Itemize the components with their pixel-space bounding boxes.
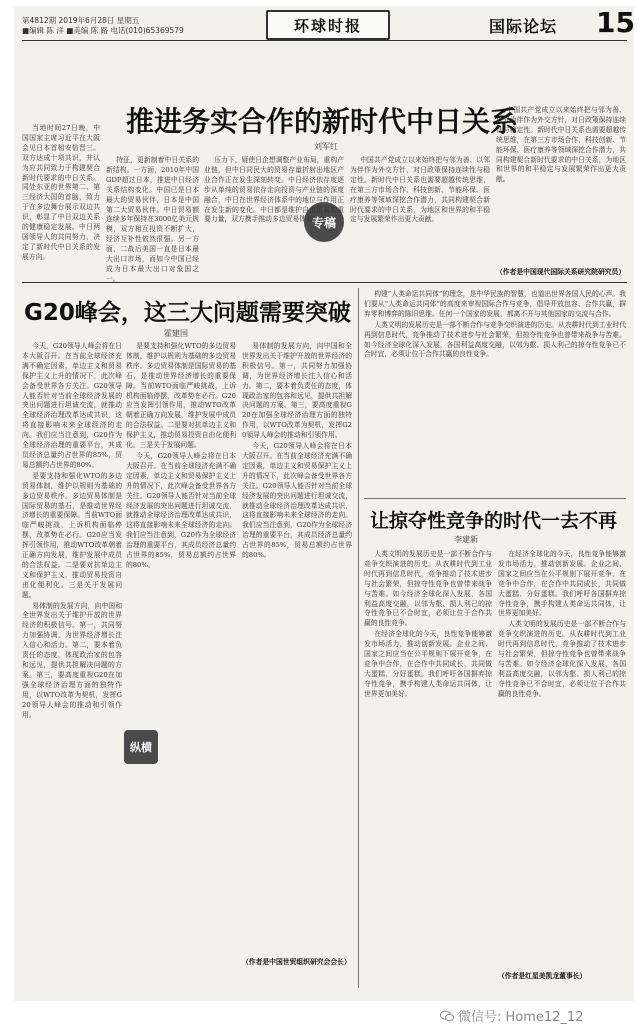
- article1-column-5: [496, 106, 626, 266]
- article3-column-2: [498, 550, 626, 970]
- issue-line: 第4812期 2019年6月28日 星期五: [22, 16, 140, 25]
- wechat-watermark: [440, 1006, 584, 1025]
- article2-tag-badge: 纵横: [124, 730, 158, 764]
- article2-headline: G20峰会，这三大问题需要突破: [24, 300, 351, 326]
- page-number: 15: [596, 6, 635, 39]
- article2-author: 霍建国: [164, 329, 188, 338]
- article2-col3-text: 易体制的发展方向，向中国和全世界发出关于维护开放的世界经济的积极信号。第一，共同努力加强协调，为世界经济增长注入信心和活力。第二，要本着负责任的态度，体现政治家的包容和远见，提供共担解决问题的方案。第三，要高度重视G20在加强全球经济治理方面的独特作用，以WTO改革为契机，发挥G20领导人峰会的推动和引领作用。: [242, 342, 352, 440]
- article1-headline: 推进务实合作的新时代中日关系: [126, 105, 519, 138]
- article1-column-1: [22, 124, 100, 274]
- article1-bottom-rule: [22, 282, 627, 283]
- article3-col2-text: 在经济全球化的今天，良性竞争能够激发市场活力，推动创新发展。企业之间、国家之间应当在公平规则下展开竞争，在竞争中合作，在合作中共同成长，共同做大蛋糕、分好蛋糕。我们呼吁各国摒弃掠夺性竞争，携手构建人类命运共同体，让世界更加美好。: [498, 550, 626, 618]
- masthead-rule: [22, 40, 627, 41]
- newspaper-page: [14, 6, 634, 1001]
- article2-col3-text-b: 今天，G20领导人峰会将在日本大阪召开。在当前全球经济充满不确定因素，单边主义和贸易保护主义上升的情况下，此次峰会备受世界各方关注。G20领导人能否针对当前全球经济发展的突出问题进行坦诚交流，就推动全球经济治理改革达成共识，这将直接影响未来全球经济的走向。我们应当注意到，G20作为全球经济治理的重要平台，其成员经济总量约占世界的85%，贸易总额约占世界的80%。: [242, 442, 352, 560]
- watermark-text: 微信号: Home12_12: [458, 1010, 584, 1025]
- newspaper-logo: 环球时报: [266, 10, 390, 40]
- article2-col2-text-b: 今天，G20领导人峰会将在日本大阪召开。在当前全球经济充满不确定因素，单边主义和贸易保护主义上升的情况下，此次峰会备受世界各方关注。G20领导人能否针对当前全球经济发展的突出问题进行坦诚交流，就推动全球经济治理改革达成共识，这将直接影响未来全球经济的走向。我们应当注意到，G20作为全球经济治理的重要平台，其成员经济总量约占世界的85%，贸易总额约占世界的80%。: [126, 451, 236, 569]
- article3-col1-text-b: 在经济全球化的今天，良性竞争能够激发市场活力，推动创新发展。企业之间、国家之间应当在公平规则下展开竞争，在竞争中合作，在合作中共同成长，共同做大蛋糕、分好蛋糕。我们呼吁各国摒弃掠夺性竞争，携手构建人类命运共同体，让世界更加美好。: [364, 630, 492, 698]
- wechat-icon: [440, 1010, 454, 1022]
- article2-column-3: [242, 342, 352, 956]
- column-divider: [358, 288, 359, 988]
- article1-col1-text: 当地时间27日晚，中国国家主席习近平在大阪会见日本首相安倍晋三。双方达成十项共识，并认为应共同致力于构建契合新时代要求的中日关系。同处东亚的世界第二、第三经济大国的首脑，致力于在多边舞台展示双边共识，彰显了中日双边关系的健康稳定发展。中日两国领导人的共同努力，决定了新时代中日关系的发展方向。: [22, 124, 100, 261]
- editor-line: ■编辑 陈 洋 ■美编 陈 路 电话(010)65369579: [22, 26, 184, 35]
- article2-column-1: [22, 342, 122, 982]
- article1-col3-text: 压力下，疑使日企想调整产业布局，重构产业链，但中日同民大的贸易存量折射出地区产业合作正在发生深刻转变。中日经济依存度逐步从单纯的贸易依存走向投资与产业链的深度融合，中日在世界经济体系中的地位与作用正在发生新的变化。中日都是维护自由贸易的重要力量，双方携手推动多边贸易体制。: [204, 156, 344, 224]
- article1-col4-text: 中国共产党成立以来始终把与邻为善、以邻为伴作为外交方针，对日政策保持连续性与稳定性。新时代中日关系也需要超越传统思维，在第三方市场合作、科技创新、节能环保、医疗康养等领域深挖合作潜力，共同构建契合新时代要求的中日关系，为地区和世界的和平稳定与发展繁荣作出更大贡献。: [350, 156, 490, 224]
- article3-col2-text-b: 人类文明的发展历史是一部不断合作与竞争交织演进的历史。从农耕时代到工业时代再到信息时代，竞争推动了技术进步与社会繁荣，但掠夺性竞争也曾带来战争与苦难。如今经济全球化深入发展，各国利益高度交融，以邻为壑、损人利己的掠夺性竞争已不合时宜，必须让位于合作共赢的良性竞争。: [498, 620, 626, 698]
- article2-col2-text: 是要支持和强化WTO的多边贸易体制，维护以规则为基础的多边贸易秩序。多边贸易体制是国际贸易的基石，是推动世界经济增长的重要保障。当前WTO面临严峻挑战，上诉机构面临停摆，改革势在必行。G20应当发挥引领作用，推动WTO改革朝着正确方向发展，维护发展中成员的合法权益。二是要对抗单边主义和保护主义，推动贸易投资自由化便利化。三是关于发展问题。: [126, 342, 236, 450]
- article1-col5-text: 中国共产党成立以来始终把与邻为善、以邻为伴作为外交方针，对日政策保持连续性与稳定性。新时代中日关系也需要超越传统思维，在第三方市场合作、科技创新、节能环保、医疗康养等领域深挖合作潜力，共同构建契合新时代要求的中日关系，为地区和世界的和平稳定与发展繁荣作出更大贡献。: [496, 106, 626, 184]
- article1-column-3: [204, 156, 344, 274]
- article2-col1-text-b: 是要支持和强化WTO的多边贸易体制，维护以规则为基础的多边贸易秩序。多边贸易体制是国际贸易的基石，是推动世界经济增长的重要保障。当前WTO面临严峻挑战，上诉机构面临停摆，改革势在必行。G20应当发挥引领作用，推动WTO改革朝着正确方向发展，维护发展中成员的合法权益。二是要对抗单边主义和保护主义，推动贸易投资自由化便利化。三是关于发展问题。: [22, 471, 122, 599]
- article3-column-1: [364, 550, 492, 986]
- article1-author-note: （作者是中国现代国际关系研究院研究员）: [496, 268, 626, 276]
- article3-intro-column: [364, 290, 626, 490]
- article3-headline: 让掠夺性竞争的时代一去不再: [370, 510, 618, 532]
- article1-column-2: [106, 156, 199, 283]
- article1-col2-text: 特征，更新制着中日关系的新结构。一方面，2010年中国GDP超过日本，推进中日经济关系结构变化。中国已是日本最大的贸易伙伴，日本是中国第二大贸易伙伴。中日贸易额连续多年保持在3000亿美元规模，双方相互投资不断扩大，经济互补性依然很强。另一方面，二战后美国一直是日本最大出口市场，而如今中国已经成为日本最大出口对象国之一。: [106, 156, 199, 283]
- article3-intro-text-b: 人类文明的发展历史是一部不断合作与竞争交织演进的历史。从农耕时代到工业时代再到信息时代，竞争推动了技术进步与社会繁荣，但掠夺性竞争也曾带来战争与苦难。如今经济全球化深入发展，各国利益高度交融，以邻为壑、损人利己的掠夺性竞争已不合时宜，必须让位于合作共赢的良性竞争。: [364, 320, 626, 359]
- article1-column-4: [350, 156, 490, 264]
- article2-column-2: [126, 342, 236, 982]
- article1-author: 刘军红: [314, 142, 338, 151]
- article1-tag-badge: 专稿: [304, 202, 344, 242]
- article3-intro-text: 构建“人类命运共同体”的理念，是中华民族的智慧，也道出世界各国人民的心声。我们要从“人类命运共同体”的高度来审视国际合作与竞争，倡导开放包容、合作共赢，摒弃零和博弈的陈旧思维。任何一个国家的发展，都离不开与其他国家的交流与合作。: [364, 290, 626, 318]
- article2-author-note: （作者是中国世贸组织研究会会长）: [242, 958, 351, 966]
- article2-col1-text-c: 易体制的发展方向，向中国和全世界发出关于维护开放的世界经济的积极信号。第一，共同努力加强协调，为世界经济增长注入信心和活力。第二，要本着负责任的态度，体现政治家的包容和远见，提供共担解决问题的方案。第三，要高度重视G20在加强全球经济治理方面的独特作用，以WTO改革为契机，发挥G20领导人峰会的推动和引领作用。: [22, 601, 122, 719]
- article2-col1-text: 今天，G20领导人峰会将在日本大阪召开。在当前全球经济充满不确定因素，单边主义和贸易保护主义上升的情况下，此次峰会备受世界各方关注。G20领导人能否针对当前全球经济发展的突出问题进行坦诚交流，就推动全球经济治理改革达成共识，这将直接影响未来全球经济的走向。我们应当注意到，G20作为全球经济治理的重要平台，其成员经济总量约占世界的85%，贸易总额约占世界的80%。: [22, 342, 122, 469]
- section-title: 国际论坛: [489, 17, 558, 36]
- masthead-info: [22, 16, 272, 36]
- article3-author-note: （作者是红星美凯龙董事长）: [498, 972, 587, 980]
- article3-author: 李建新: [454, 535, 478, 544]
- article3-col1-text: 人类文明的发展历史是一部不断合作与竞争交织演进的历史。从农耕时代到工业时代再到信息时代，竞争推动了技术进步与社会繁荣，但掠夺性竞争也曾带来战争与苦难。如今经济全球化深入发展，各国利益高度交融，以邻为壑、损人利己的掠夺性竞争已不合时宜，必须让位于合作共赢的良性竞争。: [364, 550, 492, 628]
- article3-top-rule: [364, 498, 626, 499]
